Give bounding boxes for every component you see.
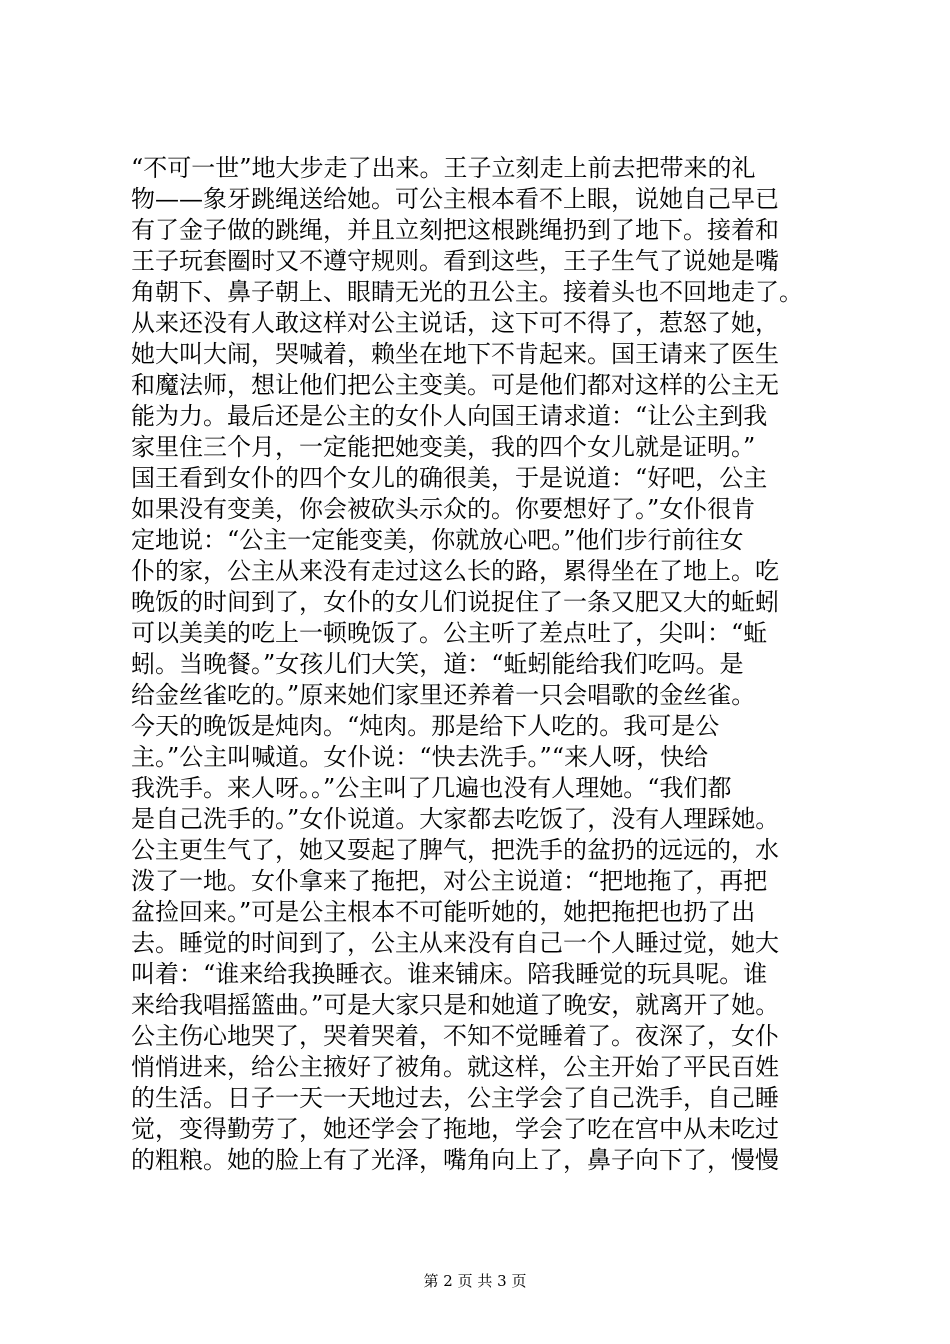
text-line: 觉，变得勤劳了，她还学会了拖地，学会了吃在宫中从未吃过 xyxy=(131,1115,779,1143)
text-line: 主。”公主叫喊道。女仆说：“快去洗手。”“来人呀，快给 xyxy=(131,743,709,771)
text-line: 有了金子做的跳绳，并且立刻把这根跳绳扔到了地下。接着和 xyxy=(131,216,779,244)
text-line: 家里住三个月，一定能把她变美，我的四个女儿就是证明。” xyxy=(131,433,756,461)
text-line: 角朝下、鼻子朝上、眼睛无光的丑公主。接着头也不回地走了。 xyxy=(131,278,803,306)
text-line: 叫着：“谁来给我换睡衣。谁来铺床。陪我睡觉的玩具呢。谁 xyxy=(131,960,768,988)
text-line: 仆的家，公主从来没有走过这么长的路，累得坐在了地上。吃 xyxy=(131,557,779,585)
text-line: 国王看到女仆的四个女儿的确很美，于是说道：“好吧，公主 xyxy=(131,464,768,492)
text-line: 和魔法师，想让他们把公主变美。可是他们都对这样的公主无 xyxy=(131,371,779,399)
text-line: 公主伤心地哭了，哭着哭着，不知不觉睡着了。夜深了，女仆 xyxy=(131,1022,779,1050)
text-line: “不可一世”地大步走了出来。王子立刻走上前去把带来的礼 xyxy=(131,154,756,182)
text-line: 能为力。最后还是公主的女仆人向国王请求道：“让公主到我 xyxy=(131,402,768,430)
text-line: 晚饭的时间到了，女仆的女儿们说捉住了一条又肥又大的蚯蚓 xyxy=(131,588,779,616)
text-line: 给金丝雀吃的。”原来她们家里还养着一只会唱歌的金丝雀。 xyxy=(131,681,756,709)
text-line: 悄悄进来，给公主掖好了被角。就这样，公主开始了平民百姓 xyxy=(131,1053,779,1081)
text-line: 盆捡回来。”可是公主根本不可能听她的，她把拖把也扔了出 xyxy=(131,898,756,926)
text-line: 泼了一地。女仆拿来了拖把，对公主说道：“把地拖了，再把 xyxy=(131,867,768,895)
text-line: 的粗粮。她的脸上有了光泽，嘴角向上了，鼻子向下了，慢慢 xyxy=(131,1146,779,1174)
body-text xyxy=(131,153,851,1176)
page-number-footer: 第 2 页 共 3 页 xyxy=(423,1272,527,1290)
text-line: 可以美美的吃上一顿晚饭了。公主听了差点吐了，尖叫：“蚯 xyxy=(131,619,768,647)
text-line: 今天的晚饭是炖肉。“炖肉。那是给下人吃的。我可是公 xyxy=(131,712,720,740)
text-line: 物——象牙跳绳送给她。可公主根本看不上眼，说她自己早已 xyxy=(131,185,779,213)
text-line: 王子玩套圈时又不遵守规则。看到这些，王子生气了说她是嘴 xyxy=(131,247,779,275)
text-line: 如果没有变美，你会被砍头示众的。你要想好了。”女仆很肯 xyxy=(131,495,756,523)
text-line: 是自己洗手的。”女仆说道。大家都去吃饭了，没有人理踩她。 xyxy=(131,805,780,833)
text-line: 去。睡觉的时间到了，公主从来没有自己一个人睡过觉，她大 xyxy=(131,929,779,957)
text-line: 的生活。日子一天一天地过去，公主学会了自己洗手，自己睡 xyxy=(131,1084,779,1112)
text-line: 从来还没有人敢这样对公主说话，这下可不得了，惹怒了她， xyxy=(131,309,779,337)
text-line: 来给我唱摇篮曲。”可是大家只是和她道了晚安，就离开了她。 xyxy=(131,991,780,1019)
text-line: 定地说：“公主一定能变美，你就放心吧。”他们步行前往女 xyxy=(131,526,744,554)
text-line: 我洗手。来人呀。。”公主叫了几遍也没有人理她。“我们都 xyxy=(131,774,732,802)
text-line: 公主更生气了，她又耍起了脾气，把洗手的盆扔的远远的，水 xyxy=(131,836,779,864)
text-line: 她大叫大闹，哭喊着，赖坐在地下不肯起来。国王请来了医生 xyxy=(131,340,779,368)
text-line: 蚓。当晚餐。”女孩儿们大笑，道：“蚯蚓能给我们吃吗。是 xyxy=(131,650,744,678)
